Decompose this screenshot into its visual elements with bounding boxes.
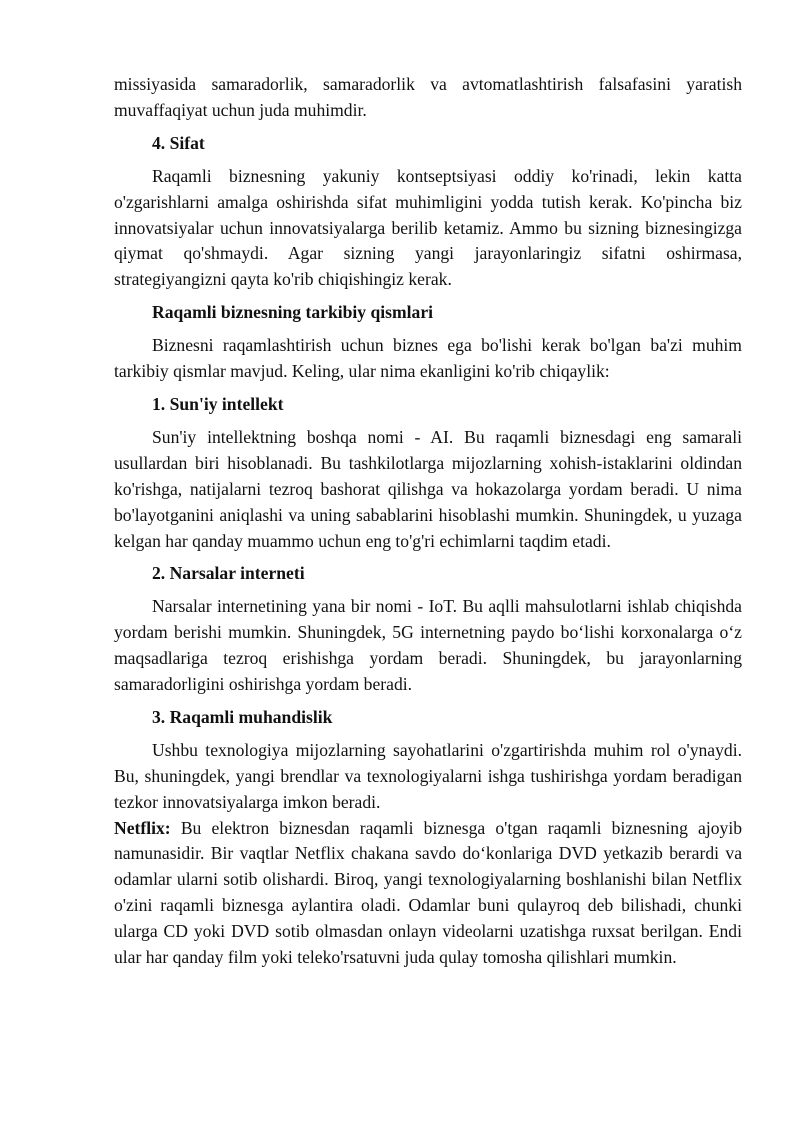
intro-paragraph: missiyasida samaradorlik, samaradorlik va avtomatlashtirish falsafasini yaratish muvaffaqiyat uchun juda muhimdir. [114,74,742,120]
paragraph-engineering: Ushbu texnologiya mijozlarning sayohatlarini o'zgartirishda muhim rol o'ynaydi. Bu, shuningdek, yangi brendlar va texnologiyalarni ishga tushirishga yordam beradigan tezkor innovatsiyalarga imkon beradi. [114,739,742,812]
heading-iot: 2. Narsalar interneti [152,563,305,584]
heading-engineering: 3. Raqamli muhandislik [152,706,333,727]
paragraph-iot: Narsalar internetining yana bir nomi - IoT. Bu aqlli mahsulotlarni ishlab chiqishda yordam berishi mumkin. Shuningdek, 5G internetning paydo bo‘lishi korxonalarga o‘z maqsadlariga tezroq erishishga yordam beradi. Shuningdek, bu jarayonlarning samaradorligini oshirishga yordam beradi. [114,596,742,695]
paragraph-netflix [114,816,742,971]
paragraph-components: Biznesni raqamlashtirish uchun biznes ega bo'lishi kerak bo'lgan ba'zi muhim tarkibiy qismlar mavjud. Keling, ular nima ekanligini ko'rib chiqaylik: [114,335,742,382]
heading-quality: 4. Sifat [152,132,205,153]
netflix-body: Bu elektron biznesdan raqamli biznesga o'tgan raqamli biznesning ajoyib namunasidir. Bir vaqtlar Netflix chakana savdo do‘konlariga DVD yetkazib berardi va odamlar ularni sotib olishardi. Biroq, yangi texnologiyalarning boshlanishi bilan Netflix o'zini raqamli biznesga aylantira oladi. Odamlar buni qulayroq deb bilishadi, chunki ularga CD yoki DVD sotib olmasdan onlayn videolarni uzatishga ruxsat berilgan. Endi ular har qanday film yoki teleko'rsatuvni juda qulay tomosha qilishlari mumkin. [114,817,742,968]
heading-ai: 1. Sun'iy intellekt [152,393,284,414]
paragraph-quality: Raqamli biznesning yakuniy kontseptsiyasi oddiy ko'rinadi, lekin katta o'zgarishlarni amalga oshirishda sifat muhimligini yodda tutish kerak. Ko'pincha biz innovatsiyalar uchun innovatsiyalarga berilib ketamiz. Ammo bu sizning biznesingizga qiymat qo'shmaydi. Agar sizning yangi jarayonlaringiz sifatni oshirmasa, strategiyangizni qayta ko'rib chiqishingiz kerak. [114,165,742,290]
heading-components: Raqamli biznesning tarkibiy qismlari [152,302,434,323]
document-page [114,72,742,971]
netflix-label: Netflix: [114,817,171,838]
paragraph-ai: Sun'iy intellektning boshqa nomi - AI. Bu raqamli biznesdagi eng samarali usullardan biri hisoblanadi. Bu tashkilotlarga mijozlarning xohish-istaklarini oldindan ko'rishga, natijalarni tezroq bashorat qilishga va hokazolarga yordam beradi. U nima bo'layotganini aniqlashi va uning sabablarini hisoblashi mumkin. Shuningdek, u yuzaga kelgan har qanday muammo uchun eng to'g'ri echimlarni taqdim etadi. [114,426,742,551]
